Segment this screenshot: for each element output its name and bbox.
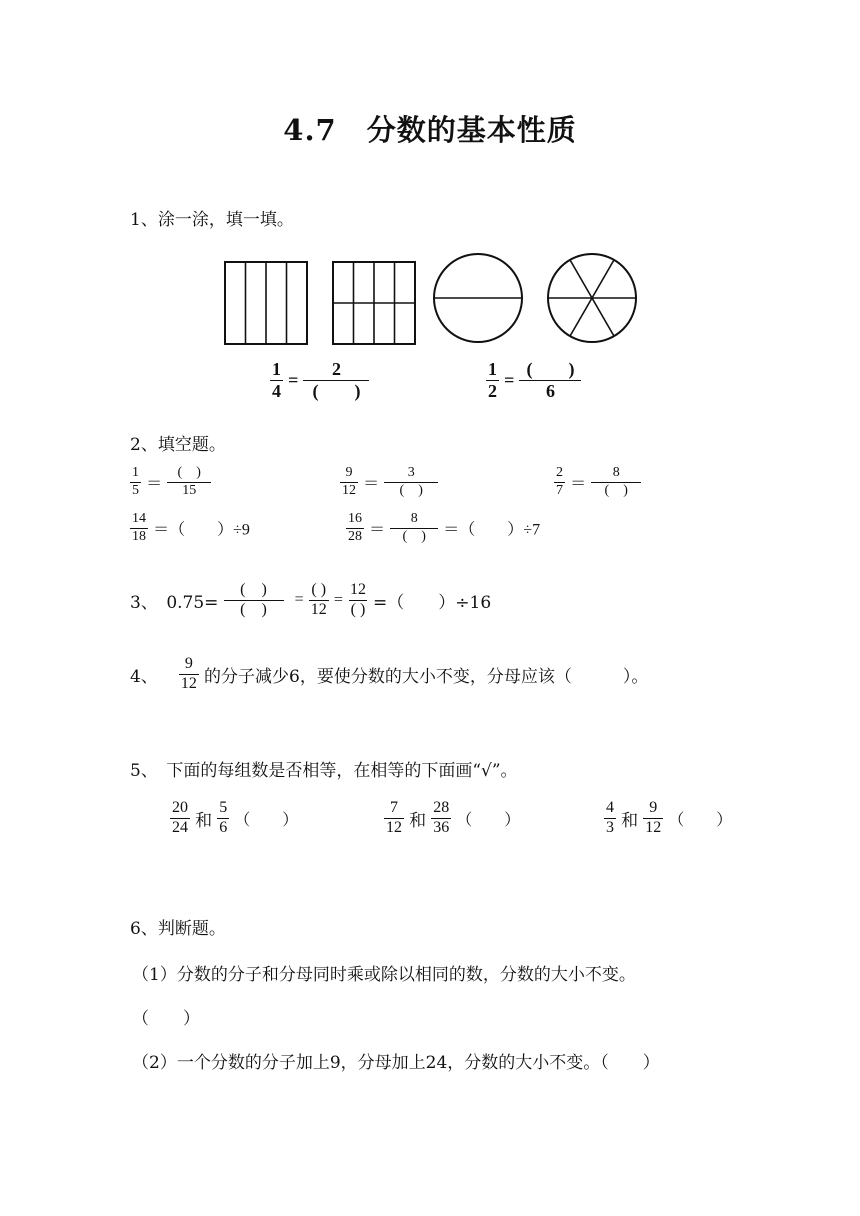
q2-item-e: $\frac{16}{28}$ ＝ $\frac{8}{( )}$ ＝（ ）÷7 xyxy=(348,511,541,544)
q4-text[interactable]: 的分子减少6，要使分数的大小不变，分母应该（ ）。 xyxy=(204,666,649,687)
q6-answer-blank-1[interactable]: （ ） xyxy=(132,1009,200,1029)
q1-label: 1、涂一涂，填一填。 xyxy=(130,210,294,230)
q5-pair-3: $\frac{4}{3}$ 和 $\frac{9}{12}$ （ ） xyxy=(606,799,733,836)
fraction: $\frac{9}{12}$ xyxy=(180,655,197,692)
fraction-answer[interactable]: $\frac{8}{( )}$ xyxy=(591,466,641,498)
answer-blank[interactable]: =（ ）÷16 xyxy=(373,592,492,613)
q3-line: 3、 0.75= $\frac{( )}{( )}$ = $\frac{( )}{12}$ = $\frac{12}{( )}$ =（ ）÷16 xyxy=(130,581,492,618)
q6-label: 6、判断题。 xyxy=(130,919,226,939)
answer-blank[interactable]: （ ） xyxy=(456,811,521,829)
q4-line xyxy=(130,656,648,693)
q1-equation-1: $\frac{1}{4}$ = $\frac{2}{( )}$ xyxy=(270,360,369,401)
q2-item-b: $\frac{9}{12}$ ＝ $\frac{3}{( )}$ xyxy=(340,466,438,498)
fraction: $\frac{1}{4}$ xyxy=(272,359,281,401)
fraction-answer[interactable]: $\frac{( )}{( )}$ xyxy=(224,582,284,619)
fraction-answer[interactable]: $\frac{3}{( )}$ xyxy=(384,466,438,498)
fraction-answer[interactable]: $\frac{( )}{15}$ xyxy=(167,466,211,498)
square-8-cells[interactable] xyxy=(332,261,416,345)
fraction-answer[interactable]: $\frac{( )}{6}$ xyxy=(519,360,581,401)
q6-statement-2[interactable]: （2）一个分数的分子加上9，分母加上24，分数的大小不变。（ ） xyxy=(132,1053,660,1073)
answer-blank[interactable]: （ ） xyxy=(234,811,299,829)
q5-pair-1: $\frac{20}{24}$ 和 $\frac{5}{6}$ （ ） xyxy=(172,799,299,836)
q2-item-c: $\frac{2}{7}$ ＝ $\frac{8}{( )}$ xyxy=(554,466,641,498)
q4-label: 4、 xyxy=(130,666,158,687)
q2-label: 2、填空题。 xyxy=(130,435,226,455)
answer-blank[interactable]: （ ） xyxy=(668,811,733,829)
q2-item-d: $\frac{14}{18}$ ＝（ ）÷9 xyxy=(132,511,250,544)
answer-blank[interactable]: ＝（ ）÷7 xyxy=(443,521,541,539)
fraction-answer[interactable]: $\frac{2}{( )}$ xyxy=(303,360,369,401)
fraction-answer[interactable]: $\frac{8}{( )}$ xyxy=(390,512,438,544)
fraction: $\frac{1}{2}$ xyxy=(488,359,497,401)
q1-equation-2: $\frac{1}{2}$ = $\frac{( )}{6}$ xyxy=(486,360,581,401)
circle-sixths[interactable] xyxy=(546,252,638,344)
fraction-answer[interactable]: $\frac{12}{( )}$ xyxy=(349,581,366,618)
q5-pair-2: $\frac{7}{12}$ 和 $\frac{28}{36}$ （ ） xyxy=(386,799,521,836)
answer-blank[interactable]: ＝（ ）÷9 xyxy=(153,521,250,539)
q2-item-a: $\frac{1}{5}$ ＝ $\frac{( )}{15}$ xyxy=(130,466,211,498)
q3-label: 3、 0.75= xyxy=(130,592,219,613)
q5-label: 5、 下面的每组数是否相等，在相等的下面画“√”。 xyxy=(130,761,518,781)
circle-halves[interactable] xyxy=(432,252,524,344)
page-title: 4.7 分数的基本性质 xyxy=(283,113,577,147)
fraction-answer[interactable]: $\frac{( )}{12}$ xyxy=(310,581,327,618)
square-4-columns[interactable] xyxy=(224,261,308,345)
q6-statement-1: （1）分数的分子和分母同时乘或除以相同的数，分数的大小不变。 xyxy=(132,965,636,985)
